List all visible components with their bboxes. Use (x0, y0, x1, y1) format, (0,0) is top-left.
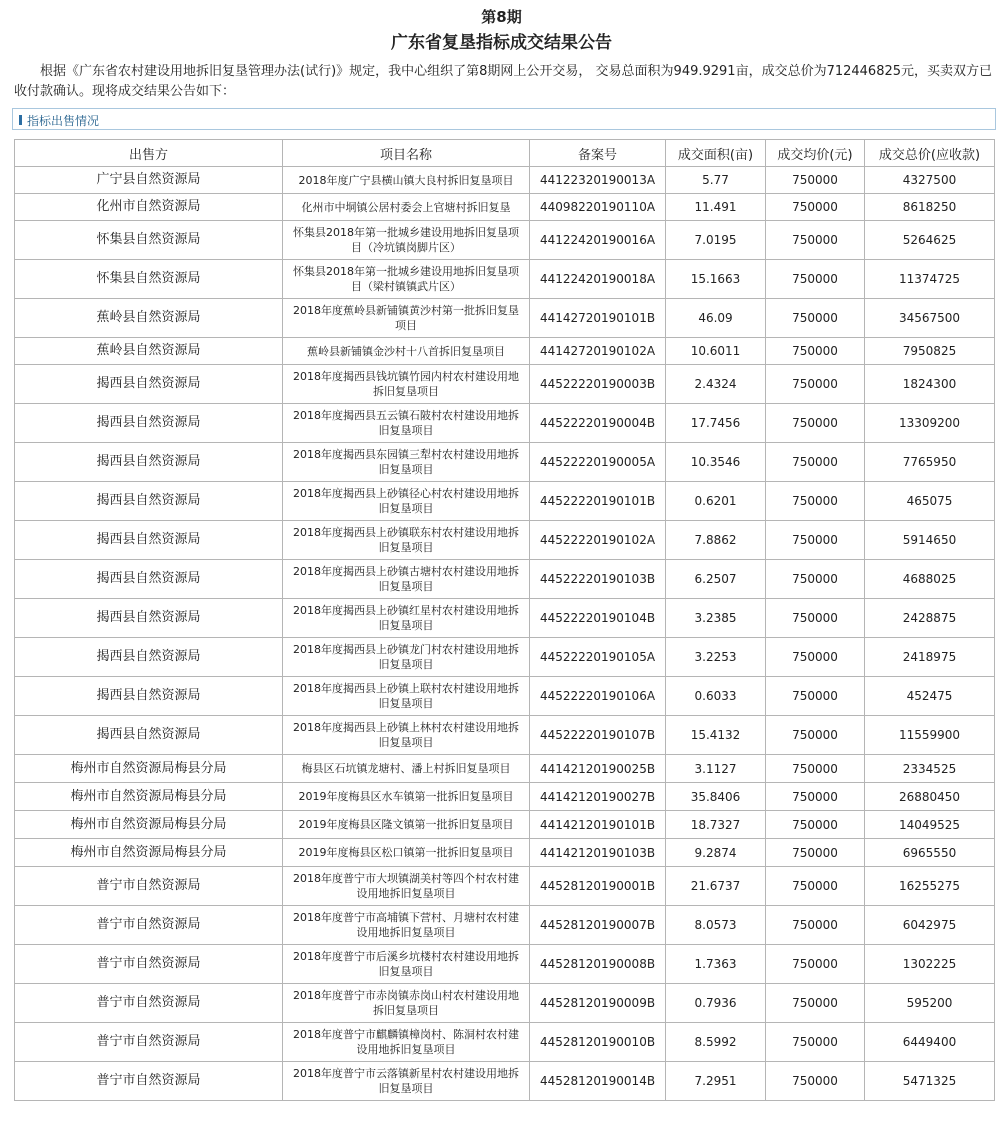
intro-paragraph: 根据《广东省农村建设用地拆旧复垦管理办法(试行)》规定，我中心组织了第8期网上公开交易， 交易总面积为949.9291亩，成交总价为712446825元，买卖双方已收付款确认。现将成交结果公告如下： (14, 64, 993, 99)
unit-price-cell: 750000 (766, 338, 865, 365)
unit-price-cell: 750000 (766, 521, 865, 560)
unit-price-cell: 750000 (766, 221, 865, 260)
unit-price-cell: 750000 (766, 984, 865, 1023)
table-row (15, 783, 995, 811)
unit-price-cell: 750000 (766, 945, 865, 984)
area-cell: 9.2874 (666, 839, 766, 867)
table-row (15, 599, 995, 638)
area-cell: 7.2951 (666, 1062, 766, 1101)
seller-cell: 揭西县自然资源局 (15, 716, 283, 755)
total-price-cell: 5914650 (865, 521, 995, 560)
table-row (15, 839, 995, 867)
total-price-cell: 26880450 (865, 783, 995, 811)
seller-cell: 怀集县自然资源局 (15, 221, 283, 260)
unit-price-cell: 750000 (766, 560, 865, 599)
record-number-cell: 44142120190101B (530, 811, 666, 839)
table-body (15, 167, 995, 1101)
issue-number: 第8期 (481, 8, 522, 26)
total-price-cell: 6449400 (865, 1023, 995, 1062)
total-price-cell: 11374725 (865, 260, 995, 299)
total-price-cell: 595200 (865, 984, 995, 1023)
area-cell: 15.1663 (666, 260, 766, 299)
table-row (15, 167, 995, 194)
record-number-cell: 44522220190104B (530, 599, 666, 638)
table-header-row (15, 140, 995, 167)
unit-price-cell: 750000 (766, 906, 865, 945)
record-number-cell: 44122420190018A (530, 260, 666, 299)
unit-price-cell: 750000 (766, 365, 865, 404)
section-header (12, 108, 996, 130)
record-number-cell: 44142720190102A (530, 338, 666, 365)
total-price-cell: 7765950 (865, 443, 995, 482)
column-header-seller: 出售方 (15, 140, 283, 167)
area-cell: 3.2385 (666, 599, 766, 638)
project-name-cell: 2018年度揭西县上砂镇红星村农村建设用地拆旧复垦项目 (283, 599, 530, 638)
unit-price-cell: 750000 (766, 677, 865, 716)
seller-cell: 梅州市自然资源局梅县分局 (15, 811, 283, 839)
total-price-cell: 14049525 (865, 811, 995, 839)
record-number-cell: 44522220190005A (530, 443, 666, 482)
column-header-total: 成交总价(应收款) (865, 140, 995, 167)
unit-price-cell: 750000 (766, 404, 865, 443)
record-number-cell: 44522220190102A (530, 521, 666, 560)
area-cell: 8.0573 (666, 906, 766, 945)
seller-cell: 揭西县自然资源局 (15, 443, 283, 482)
unit-price-cell: 750000 (766, 755, 865, 783)
column-header-code: 备案号 (530, 140, 666, 167)
table-row (15, 867, 995, 906)
table-row (15, 560, 995, 599)
project-name-cell: 2019年度梅县区水车镇第一批拆旧复垦项目 (283, 783, 530, 811)
unit-price-cell: 750000 (766, 260, 865, 299)
area-cell: 7.0195 (666, 221, 766, 260)
area-cell: 0.7936 (666, 984, 766, 1023)
table-row (15, 755, 995, 783)
record-number-cell: 44522220190107B (530, 716, 666, 755)
project-name-cell: 2018年度揭西县东园镇三犁村农村建设用地拆旧复垦项目 (283, 443, 530, 482)
table-row (15, 906, 995, 945)
record-number-cell: 44522220190103B (530, 560, 666, 599)
seller-cell: 揭西县自然资源局 (15, 677, 283, 716)
seller-cell: 揭西县自然资源局 (15, 404, 283, 443)
seller-cell: 普宁市自然资源局 (15, 1062, 283, 1101)
results-table (14, 139, 995, 1101)
seller-cell: 揭西县自然资源局 (15, 482, 283, 521)
area-cell: 10.3546 (666, 443, 766, 482)
area-cell: 18.7327 (666, 811, 766, 839)
project-name-cell: 怀集县2018年第一批城乡建设用地拆旧复垦项目（冷坑镇岗脚片区） (283, 221, 530, 260)
project-name-cell: 2018年度普宁市高埔镇下营村、月塘村农村建设用地拆旧复垦项目 (283, 906, 530, 945)
project-name-cell: 2018年度揭西县五云镇石陂村农村建设用地拆旧复垦项目 (283, 404, 530, 443)
area-cell: 6.2507 (666, 560, 766, 599)
seller-cell: 化州市自然资源局 (15, 194, 283, 221)
section-label: 指标出售情况 (27, 114, 100, 128)
unit-price-cell: 750000 (766, 482, 865, 521)
table-row (15, 482, 995, 521)
total-price-cell: 5264625 (865, 221, 995, 260)
record-number-cell: 44142120190025B (530, 755, 666, 783)
seller-cell: 广宁县自然资源局 (15, 167, 283, 194)
seller-cell: 揭西县自然资源局 (15, 521, 283, 560)
record-number-cell: 44528120190014B (530, 1062, 666, 1101)
project-name-cell: 2018年度揭西县上砂镇龙门村农村建设用地拆旧复垦项目 (283, 638, 530, 677)
project-name-cell: 2018年度揭西县钱坑镇竹园内村农村建设用地拆旧复垦项目 (283, 365, 530, 404)
total-price-cell: 1302225 (865, 945, 995, 984)
record-number-cell: 44142720190101B (530, 299, 666, 338)
total-price-cell: 4688025 (865, 560, 995, 599)
project-name-cell: 2018年度揭西县上砂镇上林村农村建设用地拆旧复垦项目 (283, 716, 530, 755)
unit-price-cell: 750000 (766, 783, 865, 811)
area-cell: 10.6011 (666, 338, 766, 365)
unit-price-cell: 750000 (766, 299, 865, 338)
area-cell: 7.8862 (666, 521, 766, 560)
record-number-cell: 44528120190009B (530, 984, 666, 1023)
table-row (15, 221, 995, 260)
area-cell: 17.7456 (666, 404, 766, 443)
total-price-cell: 8618250 (865, 194, 995, 221)
total-price-cell: 7950825 (865, 338, 995, 365)
total-price-cell: 16255275 (865, 867, 995, 906)
table-row (15, 194, 995, 221)
project-name-cell: 2018年度普宁市麒麟镇樟岗村、陈洞村农村建设用地拆旧复垦项目 (283, 1023, 530, 1062)
table-row (15, 1062, 995, 1101)
project-name-cell: 2018年度揭西县上砂镇古塘村农村建设用地拆旧复垦项目 (283, 560, 530, 599)
project-name-cell: 2018年度揭西县上砂镇上联村农村建设用地拆旧复垦项目 (283, 677, 530, 716)
area-cell: 3.2253 (666, 638, 766, 677)
table-row (15, 638, 995, 677)
table-row (15, 677, 995, 716)
column-header-area: 成交面积(亩) (666, 140, 766, 167)
seller-cell: 普宁市自然资源局 (15, 867, 283, 906)
page-title: 广东省复垦指标成交结果公告 (391, 33, 612, 53)
seller-cell: 普宁市自然资源局 (15, 1023, 283, 1062)
project-name-cell: 2018年度普宁市大坝镇湖美村等四个村农村建设用地拆旧复垦项目 (283, 867, 530, 906)
area-cell: 1.7363 (666, 945, 766, 984)
project-name-cell: 2019年度梅县区松口镇第一批拆旧复垦项目 (283, 839, 530, 867)
unit-price-cell: 750000 (766, 1023, 865, 1062)
total-price-cell: 5471325 (865, 1062, 995, 1101)
section-marker-icon (19, 115, 22, 125)
total-price-cell: 452475 (865, 677, 995, 716)
unit-price-cell: 750000 (766, 867, 865, 906)
table-row (15, 404, 995, 443)
area-cell: 11.491 (666, 194, 766, 221)
record-number-cell: 44522220190004B (530, 404, 666, 443)
unit-price-cell: 750000 (766, 167, 865, 194)
seller-cell: 揭西县自然资源局 (15, 599, 283, 638)
project-name-cell: 2018年度蕉岭县新铺镇黄沙村第一批拆旧复垦项目 (283, 299, 530, 338)
seller-cell: 怀集县自然资源局 (15, 260, 283, 299)
total-price-cell: 2428875 (865, 599, 995, 638)
area-cell: 8.5992 (666, 1023, 766, 1062)
column-header-project: 项目名称 (283, 140, 530, 167)
table-row (15, 945, 995, 984)
record-number-cell: 44528120190008B (530, 945, 666, 984)
project-name-cell: 2018年度普宁市云落镇新星村农村建设用地拆旧复垦项目 (283, 1062, 530, 1101)
record-number-cell: 44122320190013A (530, 167, 666, 194)
unit-price-cell: 750000 (766, 811, 865, 839)
record-number-cell: 44528120190001B (530, 867, 666, 906)
project-name-cell: 化州市中垌镇公居村委会上官塘村拆旧复垦 (283, 194, 530, 221)
area-cell: 35.8406 (666, 783, 766, 811)
total-price-cell: 11559900 (865, 716, 995, 755)
unit-price-cell: 750000 (766, 599, 865, 638)
area-cell: 2.4324 (666, 365, 766, 404)
record-number-cell: 44528120190010B (530, 1023, 666, 1062)
total-price-cell: 13309200 (865, 404, 995, 443)
unit-price-cell: 750000 (766, 638, 865, 677)
unit-price-cell: 750000 (766, 443, 865, 482)
total-price-cell: 6965550 (865, 839, 995, 867)
table-row (15, 984, 995, 1023)
results-table-container (14, 139, 994, 1101)
total-price-cell: 465075 (865, 482, 995, 521)
table-row (15, 1023, 995, 1062)
table-row (15, 716, 995, 755)
project-name-cell: 2018年度揭西县上砂镇联东村农村建设用地拆旧复垦项目 (283, 521, 530, 560)
unit-price-cell: 750000 (766, 839, 865, 867)
record-number-cell: 44522220190105A (530, 638, 666, 677)
seller-cell: 揭西县自然资源局 (15, 560, 283, 599)
project-name-cell: 怀集县2018年第一批城乡建设用地拆旧复垦项目（梁村镇镇武片区） (283, 260, 530, 299)
seller-cell: 普宁市自然资源局 (15, 906, 283, 945)
record-number-cell: 44142120190103B (530, 839, 666, 867)
project-name-cell: 2018年度揭西县上砂镇径心村农村建设用地拆旧复垦项目 (283, 482, 530, 521)
total-price-cell: 34567500 (865, 299, 995, 338)
seller-cell: 普宁市自然资源局 (15, 945, 283, 984)
project-name-cell: 梅县区石坑镇龙塘村、潘上村拆旧复垦项目 (283, 755, 530, 783)
project-name-cell: 2019年度梅县区隆文镇第一批拆旧复垦项目 (283, 811, 530, 839)
area-cell: 15.4132 (666, 716, 766, 755)
seller-cell: 梅州市自然资源局梅县分局 (15, 755, 283, 783)
project-name-cell: 2018年度普宁市赤岗镇赤岗山村农村建设用地拆旧复垦项目 (283, 984, 530, 1023)
area-cell: 0.6033 (666, 677, 766, 716)
column-header-price: 成交均价(元) (766, 140, 865, 167)
record-number-cell: 44098220190110A (530, 194, 666, 221)
unit-price-cell: 750000 (766, 194, 865, 221)
table-row (15, 443, 995, 482)
seller-cell: 蕉岭县自然资源局 (15, 338, 283, 365)
seller-cell: 揭西县自然资源局 (15, 638, 283, 677)
seller-cell: 蕉岭县自然资源局 (15, 299, 283, 338)
total-price-cell: 6042975 (865, 906, 995, 945)
record-number-cell: 44142120190027B (530, 783, 666, 811)
table-row (15, 521, 995, 560)
record-number-cell: 44522220190003B (530, 365, 666, 404)
record-number-cell: 44522220190101B (530, 482, 666, 521)
seller-cell: 揭西县自然资源局 (15, 365, 283, 404)
area-cell: 21.6737 (666, 867, 766, 906)
area-cell: 5.77 (666, 167, 766, 194)
table-row (15, 260, 995, 299)
unit-price-cell: 750000 (766, 1062, 865, 1101)
seller-cell: 普宁市自然资源局 (15, 984, 283, 1023)
table-row (15, 338, 995, 365)
total-price-cell: 1824300 (865, 365, 995, 404)
project-name-cell: 2018年度普宁市后溪乡坑楼村农村建设用地拆旧复垦项目 (283, 945, 530, 984)
table-row (15, 811, 995, 839)
unit-price-cell: 750000 (766, 716, 865, 755)
area-cell: 3.1127 (666, 755, 766, 783)
seller-cell: 梅州市自然资源局梅县分局 (15, 839, 283, 867)
total-price-cell: 2418975 (865, 638, 995, 677)
project-name-cell: 蕉岭县新铺镇金沙村十八首拆旧复垦项目 (283, 338, 530, 365)
area-cell: 0.6201 (666, 482, 766, 521)
table-row (15, 299, 995, 338)
total-price-cell: 4327500 (865, 167, 995, 194)
record-number-cell: 44122420190016A (530, 221, 666, 260)
seller-cell: 梅州市自然资源局梅县分局 (15, 783, 283, 811)
total-price-cell: 2334525 (865, 755, 995, 783)
table-row (15, 365, 995, 404)
record-number-cell: 44528120190007B (530, 906, 666, 945)
project-name-cell: 2018年度广宁县横山镇大良村拆旧复垦项目 (283, 167, 530, 194)
area-cell: 46.09 (666, 299, 766, 338)
record-number-cell: 44522220190106A (530, 677, 666, 716)
